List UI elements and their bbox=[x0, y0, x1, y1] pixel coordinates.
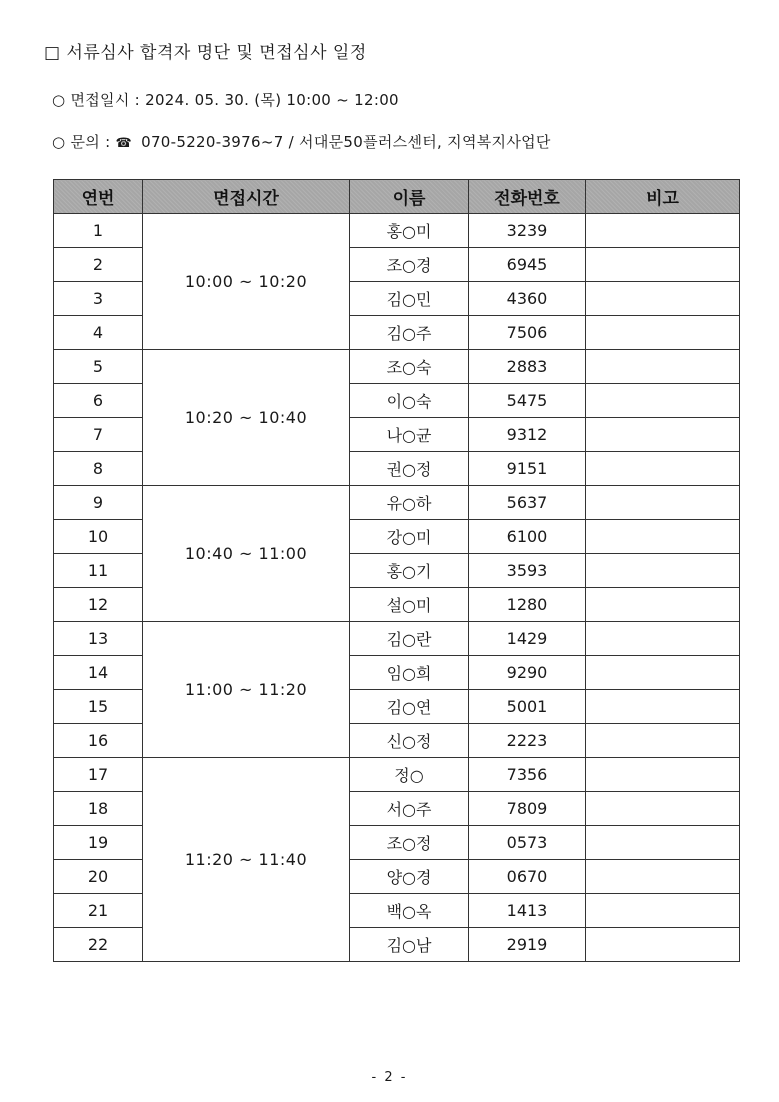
cell-no: 18 bbox=[54, 792, 143, 826]
cell-note bbox=[586, 316, 740, 350]
cell-note bbox=[586, 792, 740, 826]
cell-time-slot: 10:00 ~ 10:20 bbox=[143, 214, 350, 350]
page-number: - 2 - bbox=[371, 1070, 408, 1085]
interview-schedule-table bbox=[53, 179, 740, 962]
cell-note bbox=[586, 588, 740, 622]
table-header-row bbox=[54, 180, 740, 214]
contact-label: ○ 문의 : bbox=[52, 133, 111, 151]
cell-no: 2 bbox=[54, 248, 143, 282]
cell-name: 서○주 bbox=[350, 792, 469, 826]
cell-note bbox=[586, 282, 740, 316]
cell-name: 설○미 bbox=[350, 588, 469, 622]
cell-name: 권○정 bbox=[350, 452, 469, 486]
contact-text: 070-5220-3976~7 / 서대문50플러스센터, 지역복지사업단 bbox=[141, 133, 551, 151]
cell-phone: 5637 bbox=[469, 486, 586, 520]
cell-phone: 6100 bbox=[469, 520, 586, 554]
cell-phone: 4360 bbox=[469, 282, 586, 316]
cell-no: 10 bbox=[54, 520, 143, 554]
contact-line bbox=[52, 131, 551, 152]
cell-phone: 9290 bbox=[469, 656, 586, 690]
cell-phone: 2883 bbox=[469, 350, 586, 384]
cell-name: 조○경 bbox=[350, 248, 469, 282]
table-row bbox=[54, 622, 740, 656]
cell-note bbox=[586, 656, 740, 690]
cell-phone: 5475 bbox=[469, 384, 586, 418]
cell-name: 양○경 bbox=[350, 860, 469, 894]
cell-name: 이○숙 bbox=[350, 384, 469, 418]
cell-no: 22 bbox=[54, 928, 143, 962]
cell-no: 9 bbox=[54, 486, 143, 520]
cell-phone: 0670 bbox=[469, 860, 586, 894]
section-heading: □ 서류심사 합격자 명단 및 면접심사 일정 bbox=[44, 43, 367, 63]
cell-no: 7 bbox=[54, 418, 143, 452]
cell-phone: 7809 bbox=[469, 792, 586, 826]
cell-no: 8 bbox=[54, 452, 143, 486]
header-phone: 전화번호 bbox=[469, 180, 586, 214]
cell-name: 김○주 bbox=[350, 316, 469, 350]
cell-name: 조○정 bbox=[350, 826, 469, 860]
cell-name: 홍○미 bbox=[350, 214, 469, 248]
cell-note bbox=[586, 520, 740, 554]
cell-no: 6 bbox=[54, 384, 143, 418]
cell-note bbox=[586, 384, 740, 418]
cell-note bbox=[586, 928, 740, 962]
cell-name: 김○남 bbox=[350, 928, 469, 962]
cell-no: 21 bbox=[54, 894, 143, 928]
cell-phone: 1413 bbox=[469, 894, 586, 928]
cell-name: 김○란 bbox=[350, 622, 469, 656]
cell-note bbox=[586, 826, 740, 860]
cell-phone: 2919 bbox=[469, 928, 586, 962]
cell-phone: 7506 bbox=[469, 316, 586, 350]
cell-no: 17 bbox=[54, 758, 143, 792]
table-row bbox=[54, 350, 740, 384]
cell-no: 12 bbox=[54, 588, 143, 622]
cell-no: 20 bbox=[54, 860, 143, 894]
cell-note bbox=[586, 452, 740, 486]
cell-name: 백○옥 bbox=[350, 894, 469, 928]
cell-phone: 9312 bbox=[469, 418, 586, 452]
cell-note bbox=[586, 622, 740, 656]
cell-no: 5 bbox=[54, 350, 143, 384]
cell-name: 유○하 bbox=[350, 486, 469, 520]
table-row bbox=[54, 486, 740, 520]
cell-no: 13 bbox=[54, 622, 143, 656]
cell-note bbox=[586, 758, 740, 792]
cell-time-slot: 10:40 ~ 11:00 bbox=[143, 486, 350, 622]
table-row bbox=[54, 214, 740, 248]
cell-time-slot: 10:20 ~ 10:40 bbox=[143, 350, 350, 486]
cell-phone: 7356 bbox=[469, 758, 586, 792]
cell-phone: 0573 bbox=[469, 826, 586, 860]
cell-name: 임○희 bbox=[350, 656, 469, 690]
cell-phone: 6945 bbox=[469, 248, 586, 282]
cell-time-slot: 11:00 ~ 11:20 bbox=[143, 622, 350, 758]
cell-name: 홍○기 bbox=[350, 554, 469, 588]
header-no: 연번 bbox=[54, 180, 143, 214]
cell-note bbox=[586, 894, 740, 928]
header-note: 비고 bbox=[586, 180, 740, 214]
cell-phone: 2223 bbox=[469, 724, 586, 758]
cell-no: 1 bbox=[54, 214, 143, 248]
cell-name: 나○균 bbox=[350, 418, 469, 452]
cell-phone: 3593 bbox=[469, 554, 586, 588]
cell-phone: 5001 bbox=[469, 690, 586, 724]
cell-name: 조○숙 bbox=[350, 350, 469, 384]
telephone-icon: ☎ bbox=[115, 136, 133, 151]
cell-name: 정○ bbox=[350, 758, 469, 792]
table-body bbox=[54, 214, 740, 962]
cell-time-slot: 11:20 ~ 11:40 bbox=[143, 758, 350, 962]
cell-phone: 1280 bbox=[469, 588, 586, 622]
cell-name: 강○미 bbox=[350, 520, 469, 554]
cell-no: 16 bbox=[54, 724, 143, 758]
cell-note bbox=[586, 724, 740, 758]
cell-no: 14 bbox=[54, 656, 143, 690]
cell-no: 4 bbox=[54, 316, 143, 350]
cell-note bbox=[586, 486, 740, 520]
interview-date-line: ○ 면접일시 : 2024. 05. 30. (목) 10:00 ~ 12:00 bbox=[52, 91, 399, 109]
cell-no: 19 bbox=[54, 826, 143, 860]
cell-name: 신○정 bbox=[350, 724, 469, 758]
cell-note bbox=[586, 554, 740, 588]
header-name: 이름 bbox=[350, 180, 469, 214]
header-time: 면접시간 bbox=[143, 180, 350, 214]
cell-phone: 9151 bbox=[469, 452, 586, 486]
cell-no: 11 bbox=[54, 554, 143, 588]
cell-note bbox=[586, 690, 740, 724]
cell-phone: 1429 bbox=[469, 622, 586, 656]
table-row bbox=[54, 758, 740, 792]
cell-name: 김○민 bbox=[350, 282, 469, 316]
cell-note bbox=[586, 248, 740, 282]
cell-no: 15 bbox=[54, 690, 143, 724]
cell-note bbox=[586, 860, 740, 894]
cell-no: 3 bbox=[54, 282, 143, 316]
cell-note bbox=[586, 418, 740, 452]
cell-note bbox=[586, 214, 740, 248]
cell-phone: 3239 bbox=[469, 214, 586, 248]
cell-name: 김○연 bbox=[350, 690, 469, 724]
cell-note bbox=[586, 350, 740, 384]
